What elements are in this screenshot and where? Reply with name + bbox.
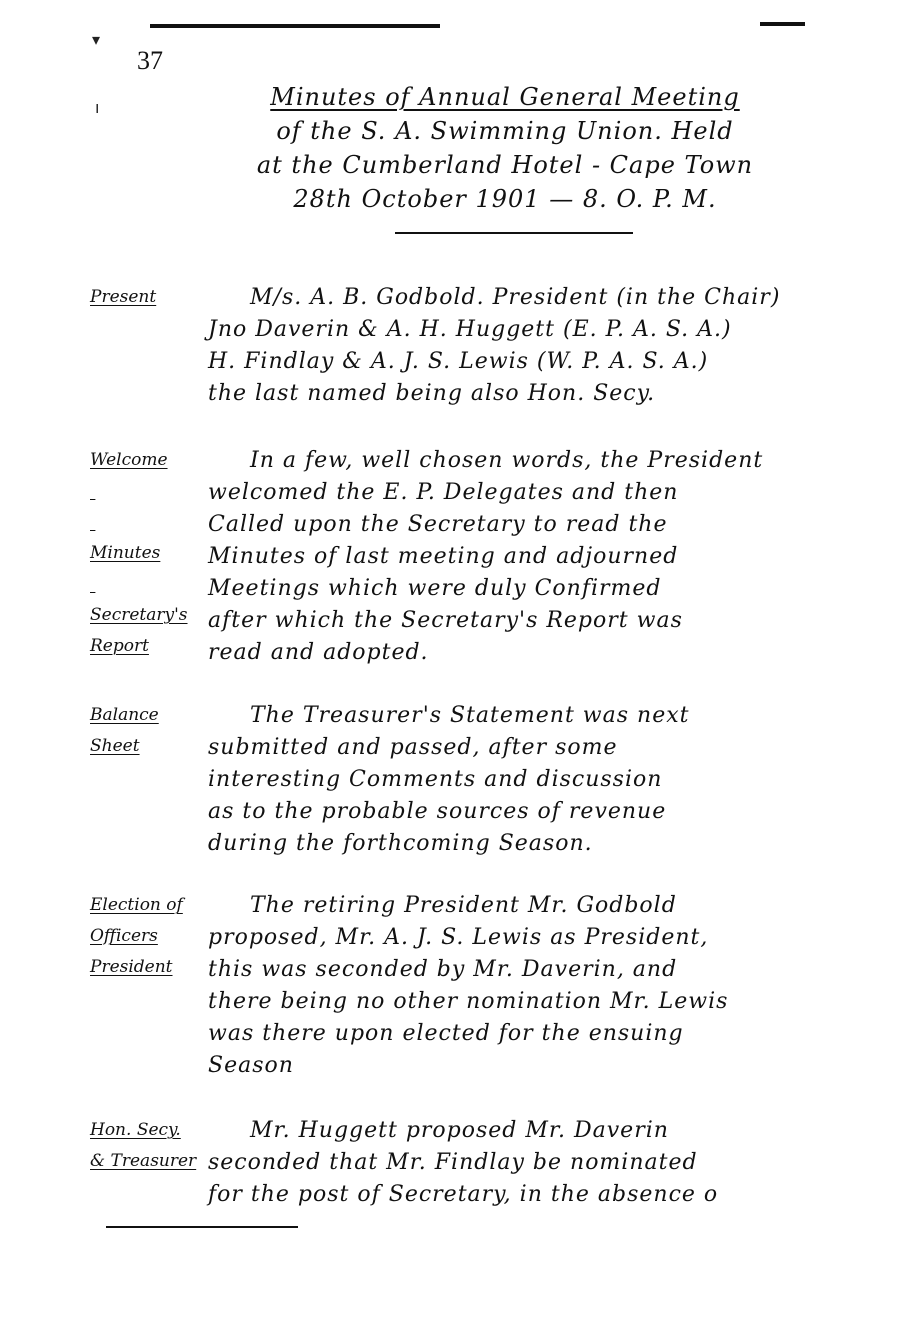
bottom-divider [106, 1226, 298, 1228]
title-line: of the S. A. Swimming Union. Held [276, 117, 734, 145]
margin-label: Minutes [90, 543, 161, 563]
body-line: proposed, Mr. A. J. S. Lewis as President, [208, 925, 709, 950]
body-line: The retiring President Mr. Godbold [250, 893, 677, 918]
title-line: 28th October 1901 — 8. O. P. M. [293, 185, 717, 213]
body-line: during the forthcoming Season. [208, 831, 593, 856]
top-edge-line [150, 24, 440, 28]
margin-label: Hon. Secy. [90, 1120, 181, 1140]
body-line: Season [208, 1053, 294, 1078]
margin-tick: ▾ [92, 30, 101, 49]
body-line: Jno Daverin & A. H. Huggett (E. P. A. S. A.) [208, 317, 732, 342]
margin-label: Election of [90, 895, 183, 915]
margin-heading [90, 282, 208, 313]
margin-heading [90, 1115, 208, 1177]
margin-label: Report [90, 636, 149, 656]
body-line: interesting Comments and discussion [208, 767, 663, 792]
body-line: H. Findlay & A. J. S. Lewis (W. P. A. S. A.) [208, 349, 709, 374]
body-line: as to the probable sources of revenue [208, 799, 667, 824]
margin-label [90, 476, 208, 507]
margin-label: Officers [90, 926, 158, 946]
margin-label: Welcome [90, 450, 168, 470]
margin-label: President [90, 957, 173, 977]
section-body [208, 890, 848, 1082]
body-line: this was seconded by Mr. Daverin, and [208, 957, 678, 982]
title-line: Minutes of Annual General Meeting [270, 83, 740, 111]
body-line: In a few, well chosen words, the President [250, 448, 764, 473]
body-line: was there upon elected for the ensuing [208, 1021, 684, 1046]
margin-label: Sheet [90, 736, 140, 756]
margin-label: Balance [90, 705, 159, 725]
section-body [208, 445, 848, 669]
title-line: at the Cumberland Hotel - Cape Town [256, 151, 754, 179]
margin-label [90, 507, 208, 538]
top-edge-line-right [760, 22, 805, 26]
margin-label [90, 569, 208, 600]
body-line: there being no other nomination Mr. Lewis [208, 989, 729, 1014]
body-line: the last named being also Hon. Secy. [208, 381, 656, 406]
margin-heading [90, 445, 208, 662]
margin-heading [90, 700, 208, 762]
minutes-title [200, 80, 810, 216]
margin-label: Present [90, 287, 157, 307]
section-body [208, 1115, 848, 1211]
body-line: Mr. Huggett proposed Mr. Daverin [250, 1118, 669, 1143]
section-body [208, 700, 848, 860]
body-line: seconded that Mr. Findlay be nominated [208, 1150, 698, 1175]
body-line: Minutes of last meeting and adjourned [208, 544, 679, 569]
body-line: for the post of Secretary, in the absence o [208, 1182, 719, 1207]
body-line: read and adopted. [208, 640, 429, 665]
body-line: M/s. A. B. Godbold. President (in the Chair) [250, 285, 781, 310]
body-line: Called upon the Secretary to read the [208, 512, 668, 537]
margin-heading [90, 890, 208, 983]
body-line: Meetings which were duly Confirmed [208, 576, 662, 601]
page-number: 37 [137, 46, 163, 75]
margin-tick: ı [95, 98, 100, 117]
section-body [208, 282, 848, 410]
margin-label: Secretary's [90, 605, 188, 625]
margin-label: & Treasurer [90, 1151, 197, 1171]
body-line: after which the Secretary's Report was [208, 608, 683, 633]
body-line: The Treasurer's Statement was next [250, 703, 690, 728]
body-line: welcomed the E. P. Delegates and then [208, 480, 679, 505]
body-line: submitted and passed, after some [208, 735, 618, 760]
title-divider [395, 232, 633, 234]
